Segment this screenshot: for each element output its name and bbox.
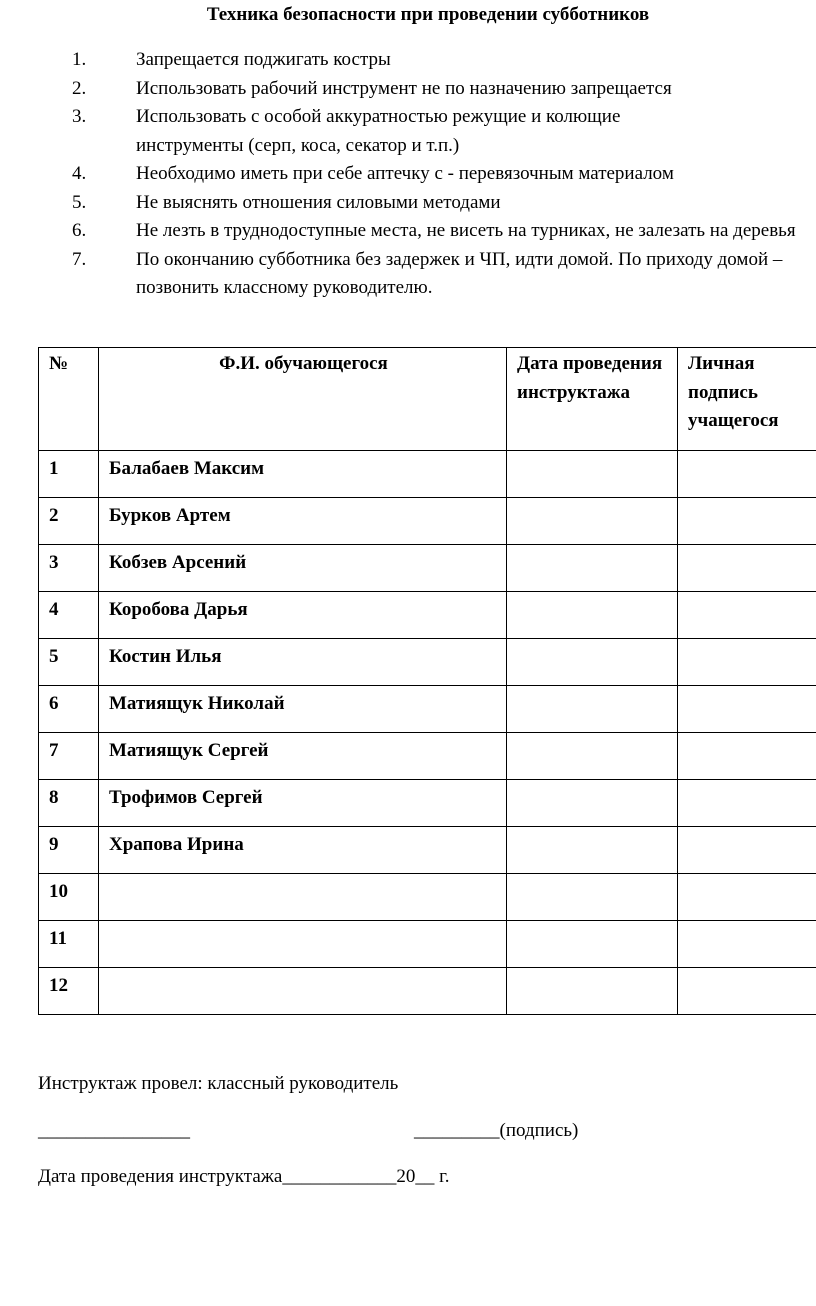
- rule-item: [0, 75, 816, 104]
- student-name: Храпова Ирина: [99, 827, 507, 874]
- student-name: Трофимов Сергей: [99, 780, 507, 827]
- rule-number: 2.: [72, 77, 87, 99]
- row-number: 8: [39, 780, 99, 827]
- rule-item: [0, 160, 816, 189]
- table-row: [39, 874, 816, 921]
- row-number: 3: [39, 545, 99, 592]
- student-name: Костин Илья: [99, 639, 507, 686]
- row-number: 4: [39, 592, 99, 639]
- rule-text: Не выяснять отношения силовыми методами: [136, 191, 501, 213]
- student-name: Матиящук Сергей: [99, 733, 507, 780]
- table-row: [39, 545, 816, 592]
- rule-item: [0, 46, 816, 75]
- row-number: 6: [39, 686, 99, 733]
- header-date: Дата проведения инструктажа: [507, 348, 678, 451]
- date-cell: [507, 498, 678, 545]
- signature-cell: [678, 545, 816, 592]
- rule-text: Необходимо иметь при себе аптечку с - перевязочным материалом: [136, 163, 674, 184]
- rule-text: По окончанию субботника без задержек и ЧП, идти домой. По приходу домой – позвонить классному руководителю.: [136, 248, 783, 298]
- date-cell: [507, 733, 678, 780]
- table-row: [39, 968, 816, 1015]
- table-row: [39, 733, 816, 780]
- table-row: [39, 827, 816, 874]
- rule-text: Использовать рабочий инструмент не по назначению запрещается: [136, 77, 672, 99]
- student-name: Коробова Дарья: [99, 592, 507, 639]
- date-cell: [507, 780, 678, 827]
- signature-cell: [678, 686, 816, 733]
- rule-text: Запрещается поджигать костры: [136, 49, 391, 70]
- rule-item: [0, 103, 816, 160]
- rule-text: Не лезть в труднодоступные места, не висеть на турниках, не залезать на деревья: [136, 220, 796, 241]
- student-name: Бурков Артем: [99, 498, 507, 545]
- table-row: [39, 686, 816, 733]
- header-number: №: [39, 348, 99, 451]
- rule-number: 3.: [72, 106, 87, 127]
- name-blank-line: ________________: [38, 1120, 190, 1141]
- header-student-name: Ф.И. обучающегося: [99, 348, 507, 451]
- student-name: [99, 968, 507, 1015]
- row-number: 1: [39, 451, 99, 498]
- table-row: [39, 592, 816, 639]
- date-cell: [507, 592, 678, 639]
- document-title: Техника безопасности при проведении субботников: [206, 4, 650, 25]
- signature-cell: [678, 921, 816, 968]
- rule-number: 5.: [72, 191, 87, 213]
- signature-blank-line: _________(подпись): [414, 1120, 579, 1141]
- safety-rules-list: [0, 46, 816, 303]
- rule-text: Использовать с особой аккуратностью режущие и колющие инструменты (серп, коса, секатор и т.п.): [136, 106, 621, 156]
- signature-cell: [678, 780, 816, 827]
- table-row: [39, 639, 816, 686]
- student-name: [99, 874, 507, 921]
- table-row: [39, 451, 816, 498]
- signature-cell: [678, 968, 816, 1015]
- table-header-row: [39, 348, 816, 451]
- date-cell: [507, 451, 678, 498]
- instruction-journal-table: [38, 347, 816, 1015]
- signature-cell: [678, 874, 816, 921]
- date-cell: [507, 874, 678, 921]
- date-cell: [507, 686, 678, 733]
- table-row: [39, 780, 816, 827]
- row-number: 5: [39, 639, 99, 686]
- student-name: Балабаев Максим: [99, 451, 507, 498]
- signature-cell: [678, 451, 816, 498]
- date-cell: [507, 545, 678, 592]
- signature-cell: [678, 498, 816, 545]
- signature-cell: [678, 639, 816, 686]
- table-row: [39, 921, 816, 968]
- date-cell: [507, 639, 678, 686]
- student-name: Кобзев Арсений: [99, 545, 507, 592]
- header-signature: Личная подпись учащегося: [678, 348, 816, 451]
- instruction-date-line: Дата проведения инструктажа____________20__ г.: [38, 1166, 450, 1187]
- row-number: 11: [39, 921, 99, 968]
- signature-cell: [678, 827, 816, 874]
- row-number: 9: [39, 827, 99, 874]
- date-cell: [507, 921, 678, 968]
- student-name: [99, 921, 507, 968]
- signature-cell: [678, 592, 816, 639]
- row-number: 2: [39, 498, 99, 545]
- table-row: [39, 498, 816, 545]
- row-number: 10: [39, 874, 99, 921]
- row-number: 7: [39, 733, 99, 780]
- conducted-by-line: Инструктаж провел: классный руководитель: [38, 1073, 399, 1094]
- rule-number: 1.: [72, 49, 87, 70]
- date-cell: [507, 968, 678, 1015]
- signature-cell: [678, 733, 816, 780]
- student-name: Матиящук Николай: [99, 686, 507, 733]
- rule-item: [0, 189, 816, 218]
- rule-number: 4.: [72, 163, 87, 184]
- rule-number: 6.: [72, 220, 87, 241]
- row-number: 12: [39, 968, 99, 1015]
- rule-number: 7.: [72, 248, 87, 270]
- rule-item: [0, 246, 816, 303]
- rule-item: [0, 217, 816, 246]
- date-cell: [507, 827, 678, 874]
